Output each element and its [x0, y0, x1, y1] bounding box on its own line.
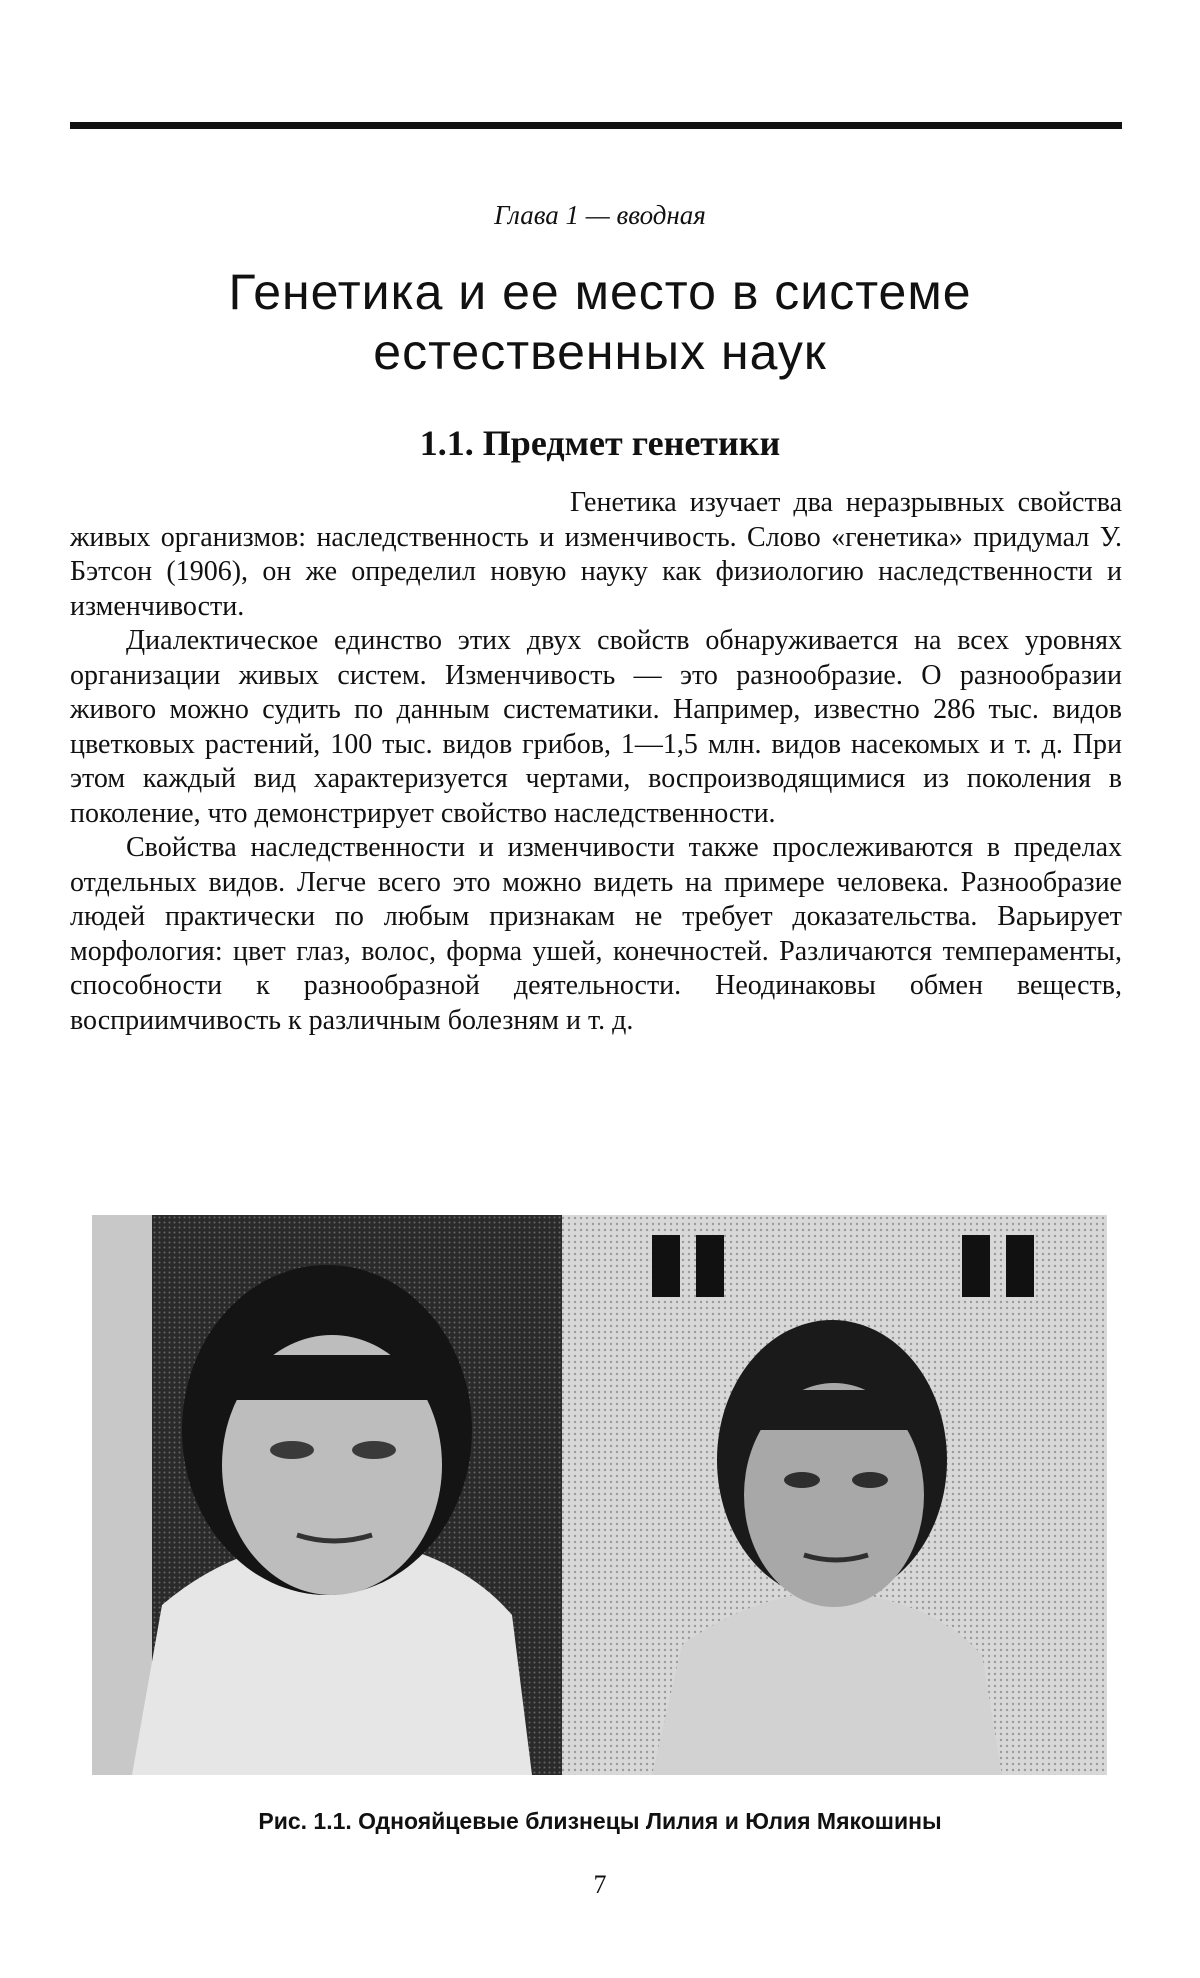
chapter-title-line-2: естественных наук [373, 324, 827, 380]
top-rule [70, 122, 1122, 129]
chapter-label: Глава 1 — вводная [494, 200, 706, 230]
twins-photo [92, 1215, 1107, 1775]
figure-caption: Рис. 1.1. Однояйцевые близнецы Лилия и Юлия Мякошины [258, 1808, 942, 1834]
paragraph-1: Генетика изучает два неразрывных свойства живых организмов: наследственность и изменчивость. Слово «генетика» придумал У. Бэтсон (1906), он же определил новую науку как физиологию наследственности и изменчивости. [70, 487, 1122, 622]
chapter-title [0, 262, 1200, 382]
body-text [70, 486, 1122, 1038]
paragraph-3: Свойства наследственности и изменчивости также прослеживаются в пределах отдельных видов. Легче всего это можно видеть на примере человека. Разнообразие людей практически по любым признакам не требует доказательства. Варьирует морфология: цвет глаз, волос, форма ушей, конечностей. Различаются темпераменты, способности к разнообразной деятельности. Неодинаковы обмен веществ, восприимчивость к различным болезням и т. д. [70, 832, 1122, 1036]
section-title: 1.1. Предмет генетики [419, 423, 781, 463]
page-number: 7 [593, 1870, 607, 1899]
paragraph-2: Диалектическое единство этих двух свойств обнаруживается на всех уровнях организации живых систем. Изменчивость — это разнообразие. О разнообразии живого можно судить по данным систематики. Например, известно 286 тыс. видов цветковых растений, 100 тыс. видов грибов, 1—1,5 млн. видов насекомых и т. д. При этом каждый вид характеризуется чертами, воспроизводящимися из поколения в поколение, что демонстрирует свойство наследственности. [70, 625, 1122, 829]
chapter-title-line-1: Генетика и ее место в системе [228, 264, 972, 320]
